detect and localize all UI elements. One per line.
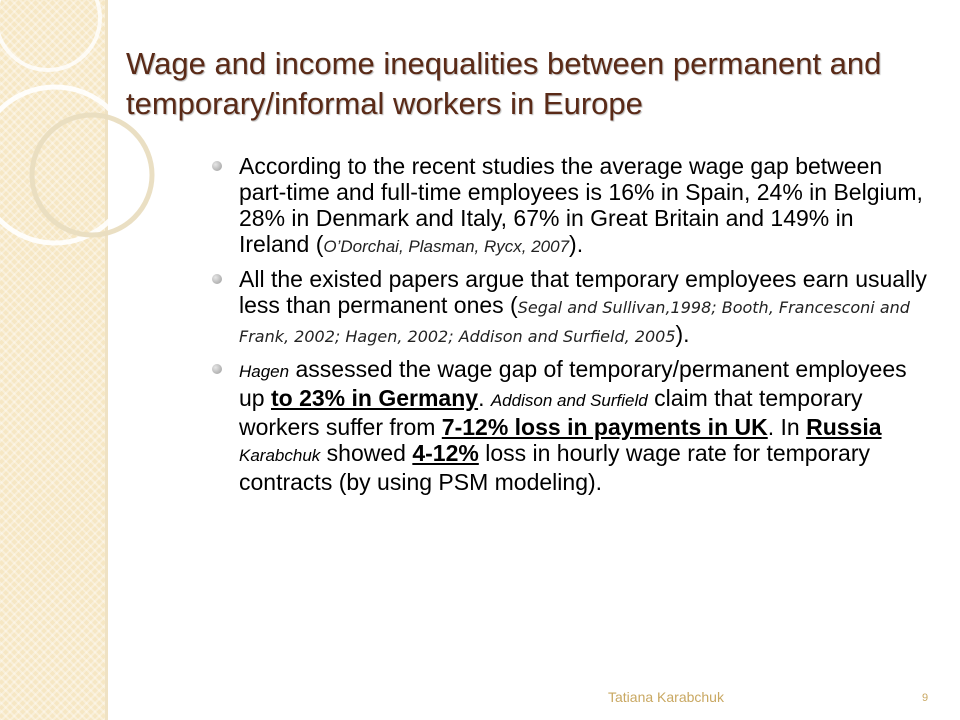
bullet-2 bbox=[212, 266, 930, 350]
bullet-2-end: ). bbox=[675, 321, 690, 347]
bullet-1-citation: O’Dorchai, Plasman, Rycx, 2007 bbox=[323, 237, 570, 256]
author-karabchuk: Karabchuk bbox=[239, 446, 321, 465]
ring-large bbox=[0, 87, 133, 243]
author-hagen: Hagen bbox=[239, 362, 290, 381]
bullet-1-end: ). bbox=[569, 231, 584, 257]
page-number: 9 bbox=[922, 692, 929, 704]
bullet-3-text-c: claim that temporary workers suffer from bbox=[239, 385, 863, 440]
bullet-list bbox=[212, 153, 930, 501]
bullet-dot-icon bbox=[212, 274, 222, 284]
highlight-uk: 7-12% loss in payments in UK bbox=[441, 414, 768, 440]
highlight-russia: Russia bbox=[806, 414, 882, 440]
highlight-russia-range: 4-12% bbox=[412, 440, 479, 466]
author-addison-surfield: Addison and Surfield bbox=[490, 391, 648, 410]
footer-author: Tatiana Karabchuk bbox=[608, 689, 724, 705]
bullet-dot-icon bbox=[212, 364, 222, 374]
bullet-3-text-f: showed bbox=[320, 440, 413, 466]
bullet-3-text-b: . bbox=[478, 385, 491, 411]
bullet-3-text-d: . In bbox=[767, 414, 807, 440]
bullet-3 bbox=[212, 356, 930, 495]
bullet-1 bbox=[212, 153, 930, 260]
bullet-2-text: All the existed papers argue that temporary employees earn usually less than permanent ones ( bbox=[239, 266, 927, 318]
bullet-2-citation: Segal and Sullivan,1998; Booth, Francesconi and Frank, 2002; Hagen, 2002; Addison and Surfield, 2005 bbox=[239, 298, 910, 346]
bullet-3-text-g: loss in hourly wage rate for temporary contracts (by using PSM modeling). bbox=[239, 440, 870, 495]
bullet-1-text: According to the recent studies the average wage gap between part-time and full-time employees is 16% in Spain, 24% in Belgium, 28% in Denmark and Italy, 67% in Great Britain and 149% in Ireland ( bbox=[239, 153, 923, 257]
ring-small bbox=[0, 0, 100, 70]
highlight-germany: to 23% in Germany bbox=[270, 385, 479, 411]
bullet-3-text-a: assessed the wage gap of temporary/permanent employees up bbox=[239, 356, 907, 411]
bullet-dot-icon bbox=[212, 161, 222, 171]
slide-title: Wage and income inequalities between permanent and temporary/informal workers in Europe bbox=[126, 46, 882, 121]
